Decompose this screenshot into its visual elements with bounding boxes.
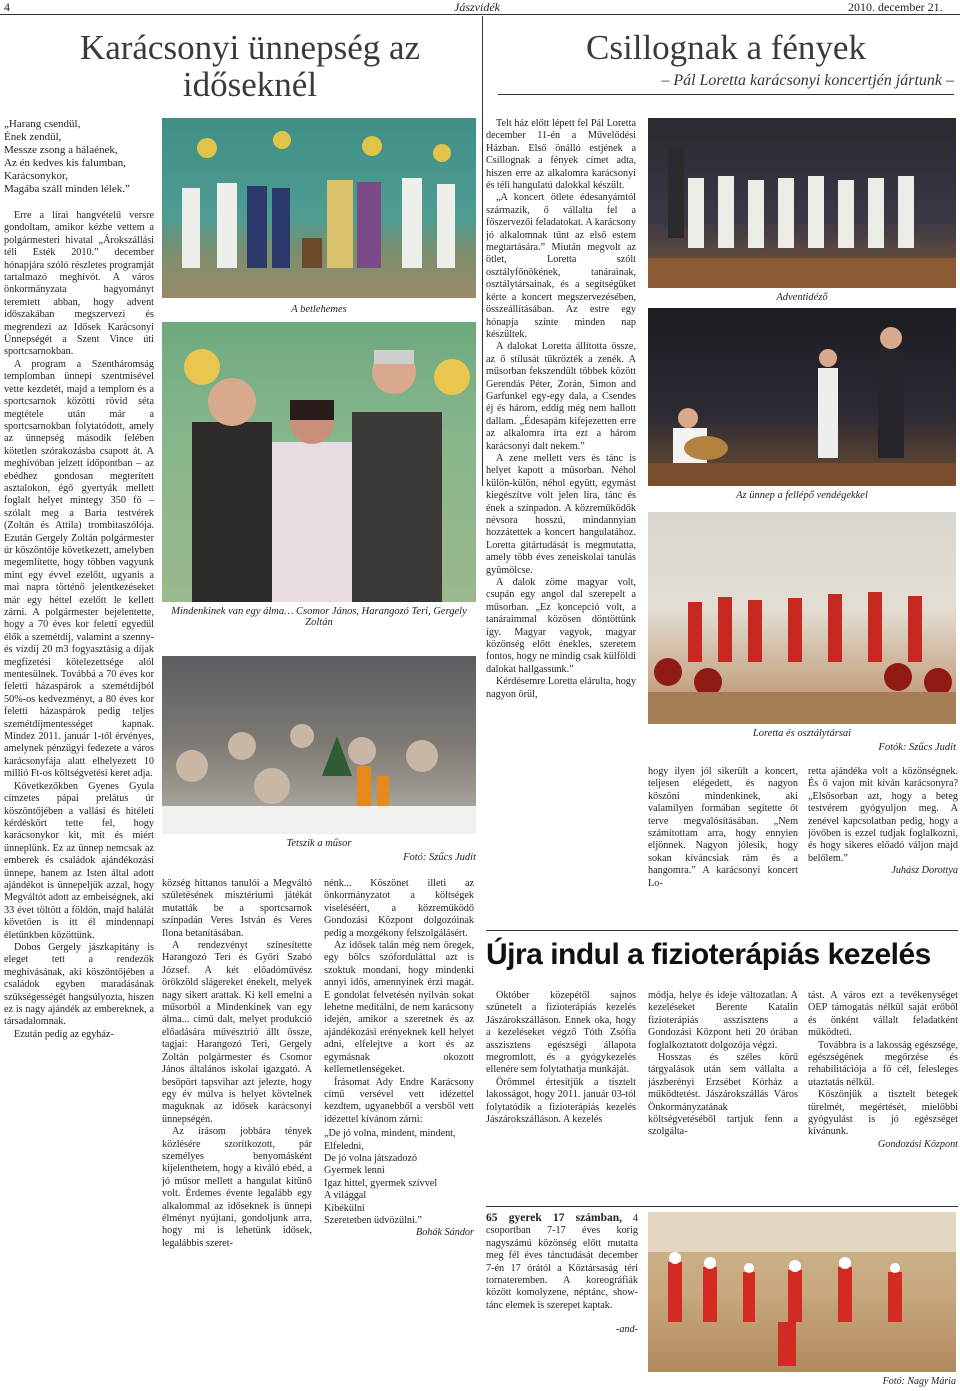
paragraph: Köszönjük a tisztelt betegek türelmét, megértését, mielőbbi gyógyulást is jó egészséget kívánunk. (808, 1089, 958, 1138)
author: -and- (615, 1324, 638, 1336)
paragraph: Továbbra is a lakosság egészsége, egészségének megőrzése és rehabilitációja a fő cél, felesleges utaztatás nélkül. (808, 1039, 958, 1088)
audience-photo (162, 656, 476, 834)
photo-credit: Fotó: Nagy Mária (882, 1376, 956, 1387)
poem-line: Elfeledni, (324, 1140, 364, 1152)
paragraph: hogy ilyen jól sikerült a koncert, teljesen elégedett, és nagyon köszöni mindenkinek, aki valamilyen formában segítette őt terve megvalósításában. „Nem számítottam arra, hogy ennyien eljönnek. Nagyon jólesik, hogy sokan kíváncsiak rám és a hangomra.” A karácsonyi koncert Lo- (648, 766, 798, 889)
photo-caption: Adventidéző (776, 292, 828, 303)
advent-photo (648, 118, 956, 288)
article2-column3 (808, 766, 958, 926)
article3-title: Újra indul a fizioterápiás kezelés (486, 938, 931, 971)
poem-line: Ének zendül, (4, 131, 62, 143)
paragraph: Az írásom jobbára tények közlésére szorítkozott, pár személyes benyomásként kijelenthetem, hogy a kiváló ebéd, a jó műsor mellett a hangulat kitűnő volt. Érdemes évente legalább egy alkalommal az időseknek is ünnepi élményt nyújtani, gondoljunk arra, hogy mi is lehetünk idősek, legalábbis szeret- (162, 1126, 312, 1249)
lead-text: 4 csoportban 7-17 éves korig nagyszámú közönség előtt mutatta meg fél éves tánctudását december 7-én 17 órától a Köztársaság téri tornateremben. A koreográfiák között komolyzene, néptánc, show-tánc elemek is szerepet kaptak. (486, 1213, 638, 1311)
poem-line: Igaz hittel, gyermek szívvel (324, 1177, 438, 1189)
paragraph: „A koncert ötlete édesanyámtól származik, ő vállalta fel a főszervezői feladatokat. A karácsony jó alkalomnak tűnt az első estem megtartására.” Miután megvolt az ötlet, Loretta szólt osztályfőnökének, tanárainak, osztálytársainak, és a segítségüket kérte a koncert megszervezésében, összeállításában. Az estre egy hónapja szinte minden nap készültek. (486, 192, 636, 340)
poem-line: Az én kedves kis falumban, (4, 157, 126, 169)
header-rule (0, 14, 960, 15)
subtitle-rule (498, 94, 954, 95)
photo-caption: Loretta és osztálytársai (752, 728, 852, 739)
singers-photo (162, 322, 476, 602)
paragraph: Telt ház előtt lépett fel Pál Loretta december 11-én a Művelődési Házban. Első önálló estjének a Csillognak a fények címet adta, hiszen erre az alkalomra karácsonyi és téli hangulatú dalokkal készült. (486, 118, 636, 192)
paragraph: retta ajándéka volt a közönségnek. És ő vajon mit kíván karácsonyra? „Elsősorban azt, hogy a beteg testvérem gyógyuljon meg. A zenével kapcsolatban pedig, hogy a jövőben is ezzel tudjak foglalkozni, és hogy sikeres előadó váljon majd belőlem.” (808, 766, 958, 864)
opening-poem (4, 118, 154, 196)
paragraph: módja, helye és ideje változatlan. A kezeléseket Berente Katalin fizioterápiás asszisztens a Gondozási Központ heti 20 órában foglalkoztatott dolgozója végzi. (648, 990, 798, 1051)
poem-line: Szeretetben üdvözülni.” (324, 1214, 422, 1226)
paragraph: Hosszas és széles körű tárgyalások után sem vállalta a jászberényi Erzsébet Kórház a működtetést. Jászárokszállás Város Önkormányzatának költségvetéséből tartjuk fenn a szolgálta- (648, 1052, 798, 1138)
author: Juhász Dorottya (891, 865, 958, 877)
paragraph: A dalokat Loretta állította össze, az ő stílusát tükrözték a zenék. A műsorban fekszendült többek között Gerendás Péter, Zorán, Simon and Garfunkel egy-egy dala, a Csendes éj és három, eddig még nem hallott dallam. „Édesapám kifejezetten erre az alkalomra írta ezt a három karácsonyi dalt nekem.” (486, 341, 636, 452)
poem-line: De jó volna játszadozó (324, 1152, 418, 1164)
paragraph: Dobos Gergely jászkapitány is eleget tett a rendezők meghívásának, aki köszöntőjében a családok egyben maradásának szükségességét hangsúlyozta, hiszen ez is nagy ajándék az embereknek, a társadalomnak. (4, 941, 154, 1028)
article3-column3 (808, 990, 958, 1198)
poem-line: Messze zsong a hálaének, (4, 144, 118, 156)
article1-column2 (162, 878, 312, 1388)
closing-poem (324, 1128, 474, 1227)
author: Bohák Sándor (415, 1227, 474, 1239)
photo-credit: Fotó: Szűcs Judit (403, 852, 476, 863)
section-name: Jászvidék (454, 0, 500, 14)
photo-credit: Fotók: Szűcs Judit (878, 742, 956, 753)
lead-bold: 65 gyerek 17 számban, (486, 1212, 623, 1224)
photo-caption: Tetszik a műsor (286, 838, 352, 849)
section-rule (486, 930, 958, 931)
paragraph: Erre a lírai hangvételű versre gondoltam, amikor kézbe vettem a polgármesteri hivatal „Árokszállási téli Esték 2010.” december hónapjára szóló részletes programját tartalmazó meghívót. A város önkormányzata hagyományt teremtett abban, hogy advent időszakában megszervezi és megrendezi az Idősek Karácsonyi Ünnepségét a Szent Vince úti sportcsarnokban. (4, 210, 154, 358)
article1-column3 (324, 878, 474, 1388)
dance-photo (648, 1212, 956, 1372)
article2-title: Csillognak a fények (586, 28, 866, 67)
paragraph: tást. A város ezt a tevékenységet OEP támogatás nélkül saját erőből és önként vállalt feladatként működteti. (808, 990, 958, 1039)
poem-line: „De jó volna, mindent, mindent, (324, 1128, 456, 1140)
section-rule (486, 1206, 958, 1207)
classmates-photo (648, 512, 956, 724)
photo-caption: Mindenkinek van egy álma… Csomor János, Harangozó Teri, Gergely Zoltán (171, 606, 467, 628)
paragraph: község hittanos tanulói a Megváltó születésének misztériumi játékát mutatták be a sportcsarnok színpadán Veres István és Veres Ilona betanításában. (162, 878, 312, 939)
article4-text (486, 1212, 638, 1388)
article1-column1 (4, 118, 154, 1388)
paragraph: Örömmel értesítjük a tisztelt lakosságot, hogy 2011. január 03-tól folytatódik a fizioterápiás kezelés Jászárokszálláson. A kezelés (486, 1076, 636, 1126)
article1-title: Karácsonyi ünnepség az időseknél (79, 28, 421, 104)
poem-line: „Harang csendül, (4, 118, 81, 130)
article2-column2 (648, 766, 798, 926)
paragraph: Az idősek talán még nem öregek, egy bölcs szóforduláttal azt is szoktuk mondani, hogy mindenki annyi idős, amennyinek érzi magát. E gondolat felvetésén nyilván sokat lehetne meditálni, de nem karácsony idején, amikor a szeretnek és az ajándékozási erényeknek kell helyet adni, elfelejtve a kort és az egymásnak okozott kellemetlenségeket. (324, 940, 474, 1076)
paragraph: A zene mellett vers és tánc is helyet kapott a műsorban. Néhol külön-külön, néhol együtt, egymást kiegészítve volt jelen líra, tánc és ének a színpadon. A közreműködők névsora hosszú, mindannyian hozzátettek a koncert hangulatához. Loretta gitártudását is megmutatta, amely több éves zeneiskolai tanulás gyümölcse. (486, 452, 636, 576)
article2-column1 (486, 118, 636, 878)
paragraph: Kérdésemre Loretta elárulta, hogy nagyon örül, (486, 676, 636, 700)
paragraph: A rendezvényt színesítette Harangozó Teri és Győri Szabó József. A két előadóművész örökzöld slágereket énekelt, melyek nagy sikert arattak. Ki kell emelni a műsorból a Mindenkinek van egy álma... című dalt, melyet produkció előadására művésztrió állt össze, tagjai: Harangozó Teri, Gergely Zoltán polgármester és Csomor János általános iskolai igazgató. A besöpört tapsvihar azt jelezte, hogy egy év múlva is helyet kövtelnek maguknak az idősek karácsonyi ünnepségén. (162, 940, 312, 1125)
poem-line: Karácsonykor, (4, 170, 69, 182)
column-divider (482, 16, 483, 486)
poem-line: Kibékülni (324, 1202, 365, 1214)
poem-line: Magába száll minden lélek.” (4, 183, 130, 195)
paragraph: A dalok zöme magyar volt, csupán egy angol dal szerepelt a műsorban. „Ez koncepció volt, a tanáraimmal közösen döntöttünk így. Magyar vagyok, magyar közönség előtt énekles, szeretem fontos, hogy ne mindig csak külföldi dalokat hallgassunk.” (486, 577, 636, 675)
paragraph: Írásomat Ady Endre Karácsony című versével vett idézettel kezdtem, ugyanebből a versből vett idézettel kívánom zárni: (324, 1076, 474, 1125)
poem-line: Gyermek lenni (324, 1165, 385, 1177)
article3-column2 (648, 990, 798, 1198)
article3-column1 (486, 990, 636, 1198)
paragraph: Ezután pedig az egyház- (14, 1028, 114, 1040)
paragraph (486, 1212, 638, 1312)
paragraph: Október közepétől sajnos szünetelt a fizioterápiás kezelés Jászárokszálláson. Ennek oka, hogy a kezeléseket végző Tóth Zsófia asszisztens egészségi állapota megromlott, és a gyógykezelés ellenére sem folytathatja munkáját. (486, 990, 636, 1076)
concert-guests-photo (648, 308, 956, 486)
poem-line: A világgal (324, 1190, 367, 1202)
paragraph: A program a Szentháromság templomban ünnepi szentmisével vette kezdetét, majd a templom és a sportcsarnok közötti rövid séta megtétele után már a sportcsarnokban folytatódott, amely az ünnepség második felében kötetlen szórakozásba csapott át. A meghívóban jelzett időpontban – az ebédhez gondosan megterített asztalokon, égő gyertyák mellett foglalt helyet mintegy 350 fő – szólalt meg a Barta testvérek (Zoltán és Attila) trombitaszólója. Ezután Gergely Zoltán polgármester úr köszöntője következett, amelyben megemlítette, hogy többen vagyunk mint egy évvel ezelőtt, ugyanis a mai napra történő jelentkezéseket már egy héttel ezelőtt le kellett zárni. A polgármester bejelentette, hogy a 70 éves kor feletti egyedül élők a szemétdíj, valamint a szenny- és vízdíj 20 m3 fogyasztásig a díjak megfizetési kötelezettsége alól mentesülnek. Továbbá a 70 éves kor feletti házaspárok a szemétdíjból 50%-os kedvezményt, a 80 éves kor feletti házaspárok pedig teljes szemétdíjmentességet kapnak. Mindez 2011. január 1-től érvényes, amelynek pénzügyi fedezete a város karácsonyfája alatt elhelyezett 10 millió Ft-os költségvetési keret adja. (4, 358, 154, 780)
nativity-photo (162, 118, 476, 298)
author: Gondozási Központ (877, 1138, 958, 1150)
issue-date: 2010. december 21. (848, 0, 943, 14)
photo-caption: Az ünnep a fellépő vendégekkel (736, 490, 868, 501)
article2-subtitle: – Pál Loretta karácsonyi koncertjén jártunk – (661, 72, 954, 89)
paragraph: nénk... Köszönet illeti az önkormányzatot a költségek viseléséért, a közreműködő Gondozási Központ dolgozóinak pedig a mozgékony felszolgálásért. (324, 878, 474, 939)
paragraph: Következőkben Gyenes Gyula címzetes pápai prelátus úr köszöntőjében a vallási és hitéleti kérdéskört tette fel, hogy karácsonykor kit, mit és miért ünneplünk. Ez az ünnep nemcsak az emberek és családok ajándékozási ünnepe, hanem az Isten által adott ajándékot is ünnepeljük azzal, hogy Megváltót adott az embeiségnek, aki 33 évet töltött a földön, majd halálát követően is itt él mindennapi életünkben közöttünk. (4, 780, 154, 941)
page-number: 4 (4, 0, 10, 14)
photo-caption: A betlehemes (291, 304, 347, 315)
